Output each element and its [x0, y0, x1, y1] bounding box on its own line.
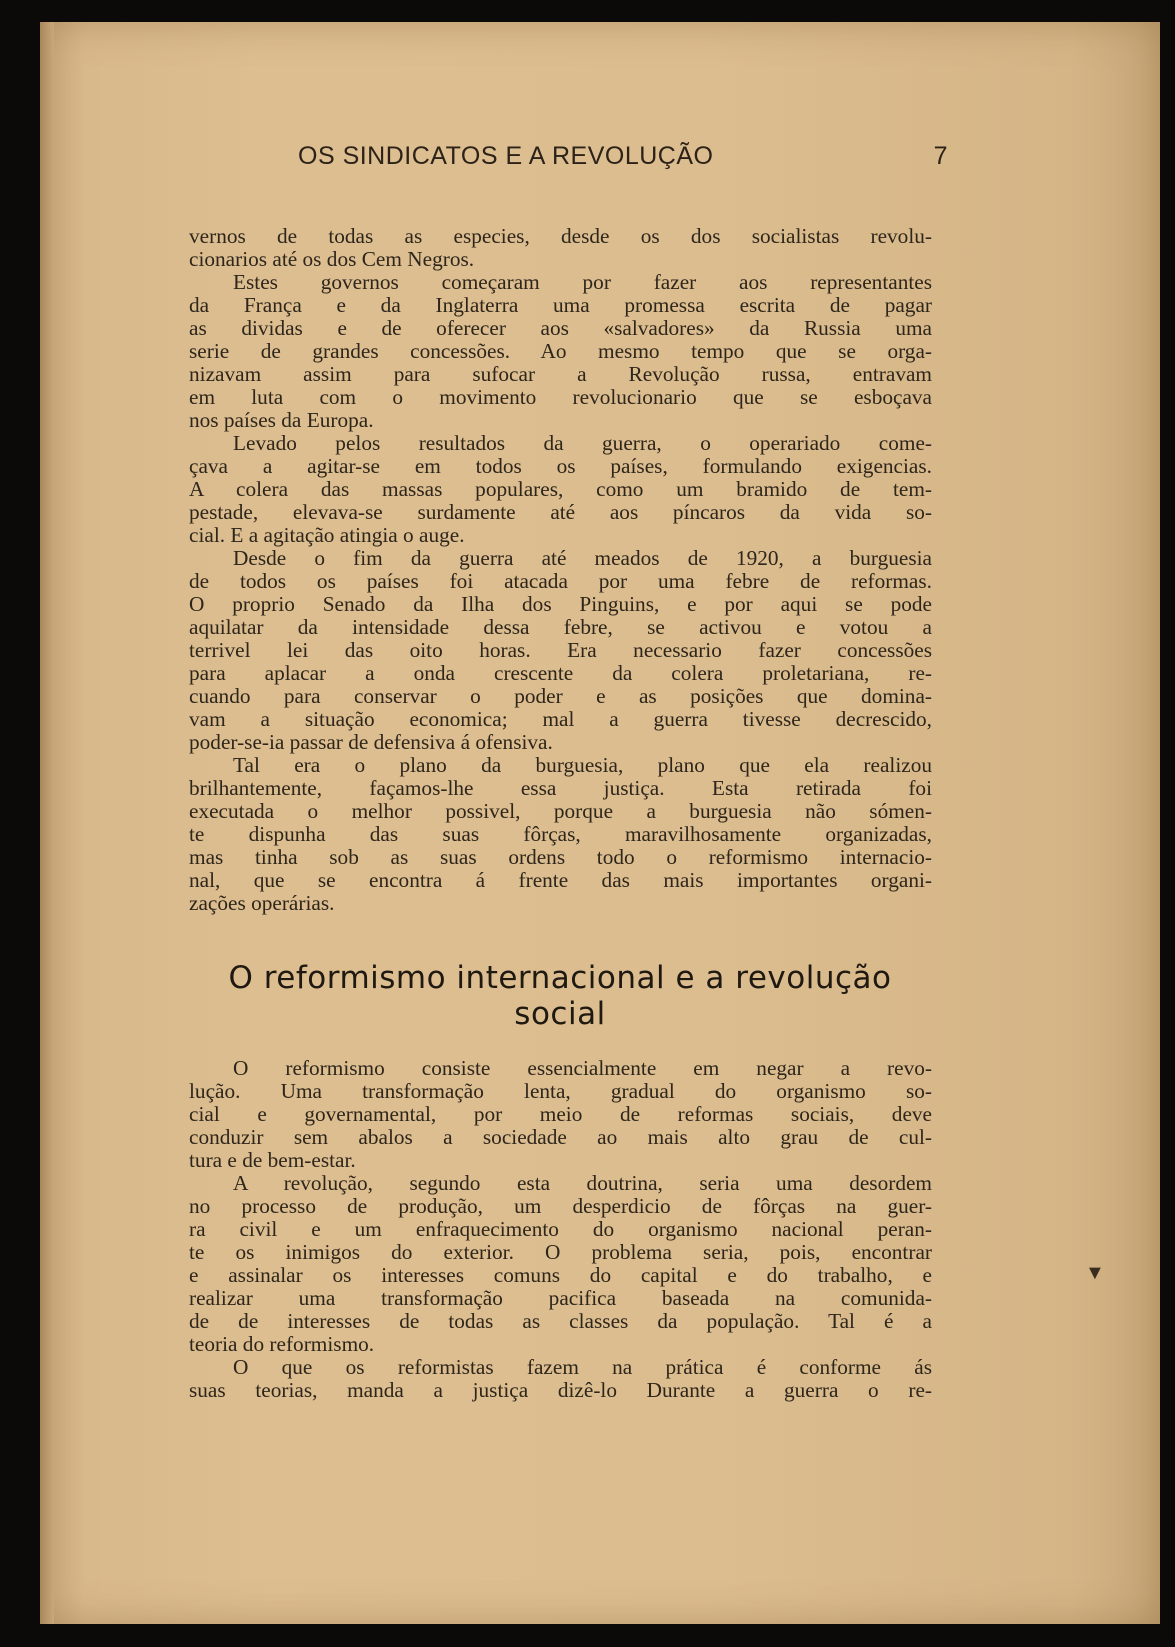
text-line: nizavam assim para sufocar a Revolução russa, entravam [189, 362, 932, 386]
text-line: nal, que se encontra á frente das mais importantes organi- [189, 868, 932, 892]
text-line: brilhantemente, façamos-lhe essa justiça. Esta retirada foi [189, 776, 932, 800]
text-line: te os inimigos do exterior. O problema seria, pois, encontrar [189, 1240, 932, 1264]
text-block-lower [189, 1057, 932, 1402]
text-line: executada o melhor possivel, porque a burguesia não sómen- [189, 799, 932, 823]
text-block-upper [189, 225, 932, 915]
text-line: çava a agitar-se em todos os países, formulando exigencias. [189, 454, 932, 478]
text-line: no processo de produção, um desperdicio de fôrças na guer- [189, 1194, 932, 1218]
text-line: nos países da Europa. [189, 408, 374, 432]
text-line: A colera das massas populares, como um bramido de tem- [189, 477, 932, 501]
text-line: O reformismo consiste essencialmente em negar a revo- [233, 1056, 932, 1080]
text-line: cial e governamental, por meio de reformas sociais, deve [189, 1102, 932, 1126]
text-line: de de interesses de todas as classes da população. Tal é a [189, 1309, 932, 1333]
text-line: tura e de bem-estar. [189, 1148, 356, 1172]
text-line: O proprio Senado da Ilha dos Pinguins, e por aqui se pode [189, 592, 932, 616]
page-binding-edge [40, 22, 54, 1624]
text-line: ra civil e um enfraquecimento do organismo nacional peran- [189, 1217, 932, 1241]
text-line: pestade, elevava-se surdamente até aos píncaros da vida so- [189, 500, 932, 524]
text-line: Desde o fim da guerra até meados de 1920, a burguesia [233, 546, 932, 570]
text-line: cuando para conservar o poder e as posições que domina- [189, 684, 932, 708]
section-heading-line-1: O reformismo internacional e a revolução [228, 960, 892, 996]
text-line: terrivel lei das oito horas. Era necessario fazer concessões [189, 638, 932, 662]
text-line: aquilatar da intensidade dessa febre, se activou e votou a [189, 615, 932, 639]
text-line: cionarios até os dos Cem Negros. [189, 247, 475, 271]
text-line: Tal era o plano da burguesia, plano que ela realizou [233, 753, 932, 777]
text-line: vam a situação economica; mal a guerra tivesse decrescido, [189, 707, 932, 731]
text-line: suas teorias, manda a justiça dizê-lo Durante a guerra o re- [189, 1378, 932, 1402]
text-line: as dividas e de oferecer aos «salvadores» da Russia uma [189, 316, 932, 340]
page-number: 7 [933, 142, 948, 170]
section-heading-line-2: social [514, 996, 606, 1032]
text-line: O que os reformistas fazem na prática é conforme ás [233, 1355, 932, 1379]
text-line: e assinalar os interesses comuns do capital e do trabalho, e [189, 1263, 932, 1287]
text-line: poder-se-ia passar de defensiva á ofensiva. [189, 730, 553, 754]
text-line: em luta com o movimento revolucionario que se esboçava [189, 385, 932, 409]
text-line: vernos de todas as especies, desde os dos socialistas revolu- [189, 224, 932, 248]
text-line: Estes governos começaram por fazer aos representantes [233, 270, 932, 294]
text-line: mas tinha sob as suas ordens todo o reformismo internacio- [189, 845, 932, 869]
running-head-title: OS SINDICATOS E A REVOLUÇÃO [298, 142, 714, 170]
text-line: lução. Uma transformação lenta, gradual do organismo so- [189, 1079, 932, 1103]
text-line: conduzir sem abalos a sociedade ao mais alto grau de cul- [189, 1125, 932, 1149]
text-line: Levado pelos resultados da guerra, o operariado come- [233, 431, 932, 455]
text-line: realizar uma transformação pacifica baseada na comunida- [189, 1286, 932, 1310]
text-line: de todos os países foi atacada por uma febre de reformas. [189, 569, 932, 593]
text-line: te dispunha das suas fôrças, maravilhosamente organizadas, [189, 822, 932, 846]
text-line: zações operárias. [189, 891, 335, 915]
text-line: A revolução, segundo esta doutrina, seria uma desordem [233, 1171, 932, 1195]
margin-arrow-icon: ▼ [1085, 1262, 1105, 1284]
text-line: teoria do reformismo. [189, 1332, 375, 1356]
text-line: para aplacar a onda crescente da colera proletariana, re- [189, 661, 932, 685]
text-line: da França e da Inglaterra uma promessa escrita de pagar [189, 293, 932, 317]
text-line: cial. E a agitação atingia o auge. [189, 523, 465, 547]
section-heading [180, 960, 940, 1032]
text-line: serie de grandes concessões. Ao mesmo tempo que se orga- [189, 339, 932, 363]
